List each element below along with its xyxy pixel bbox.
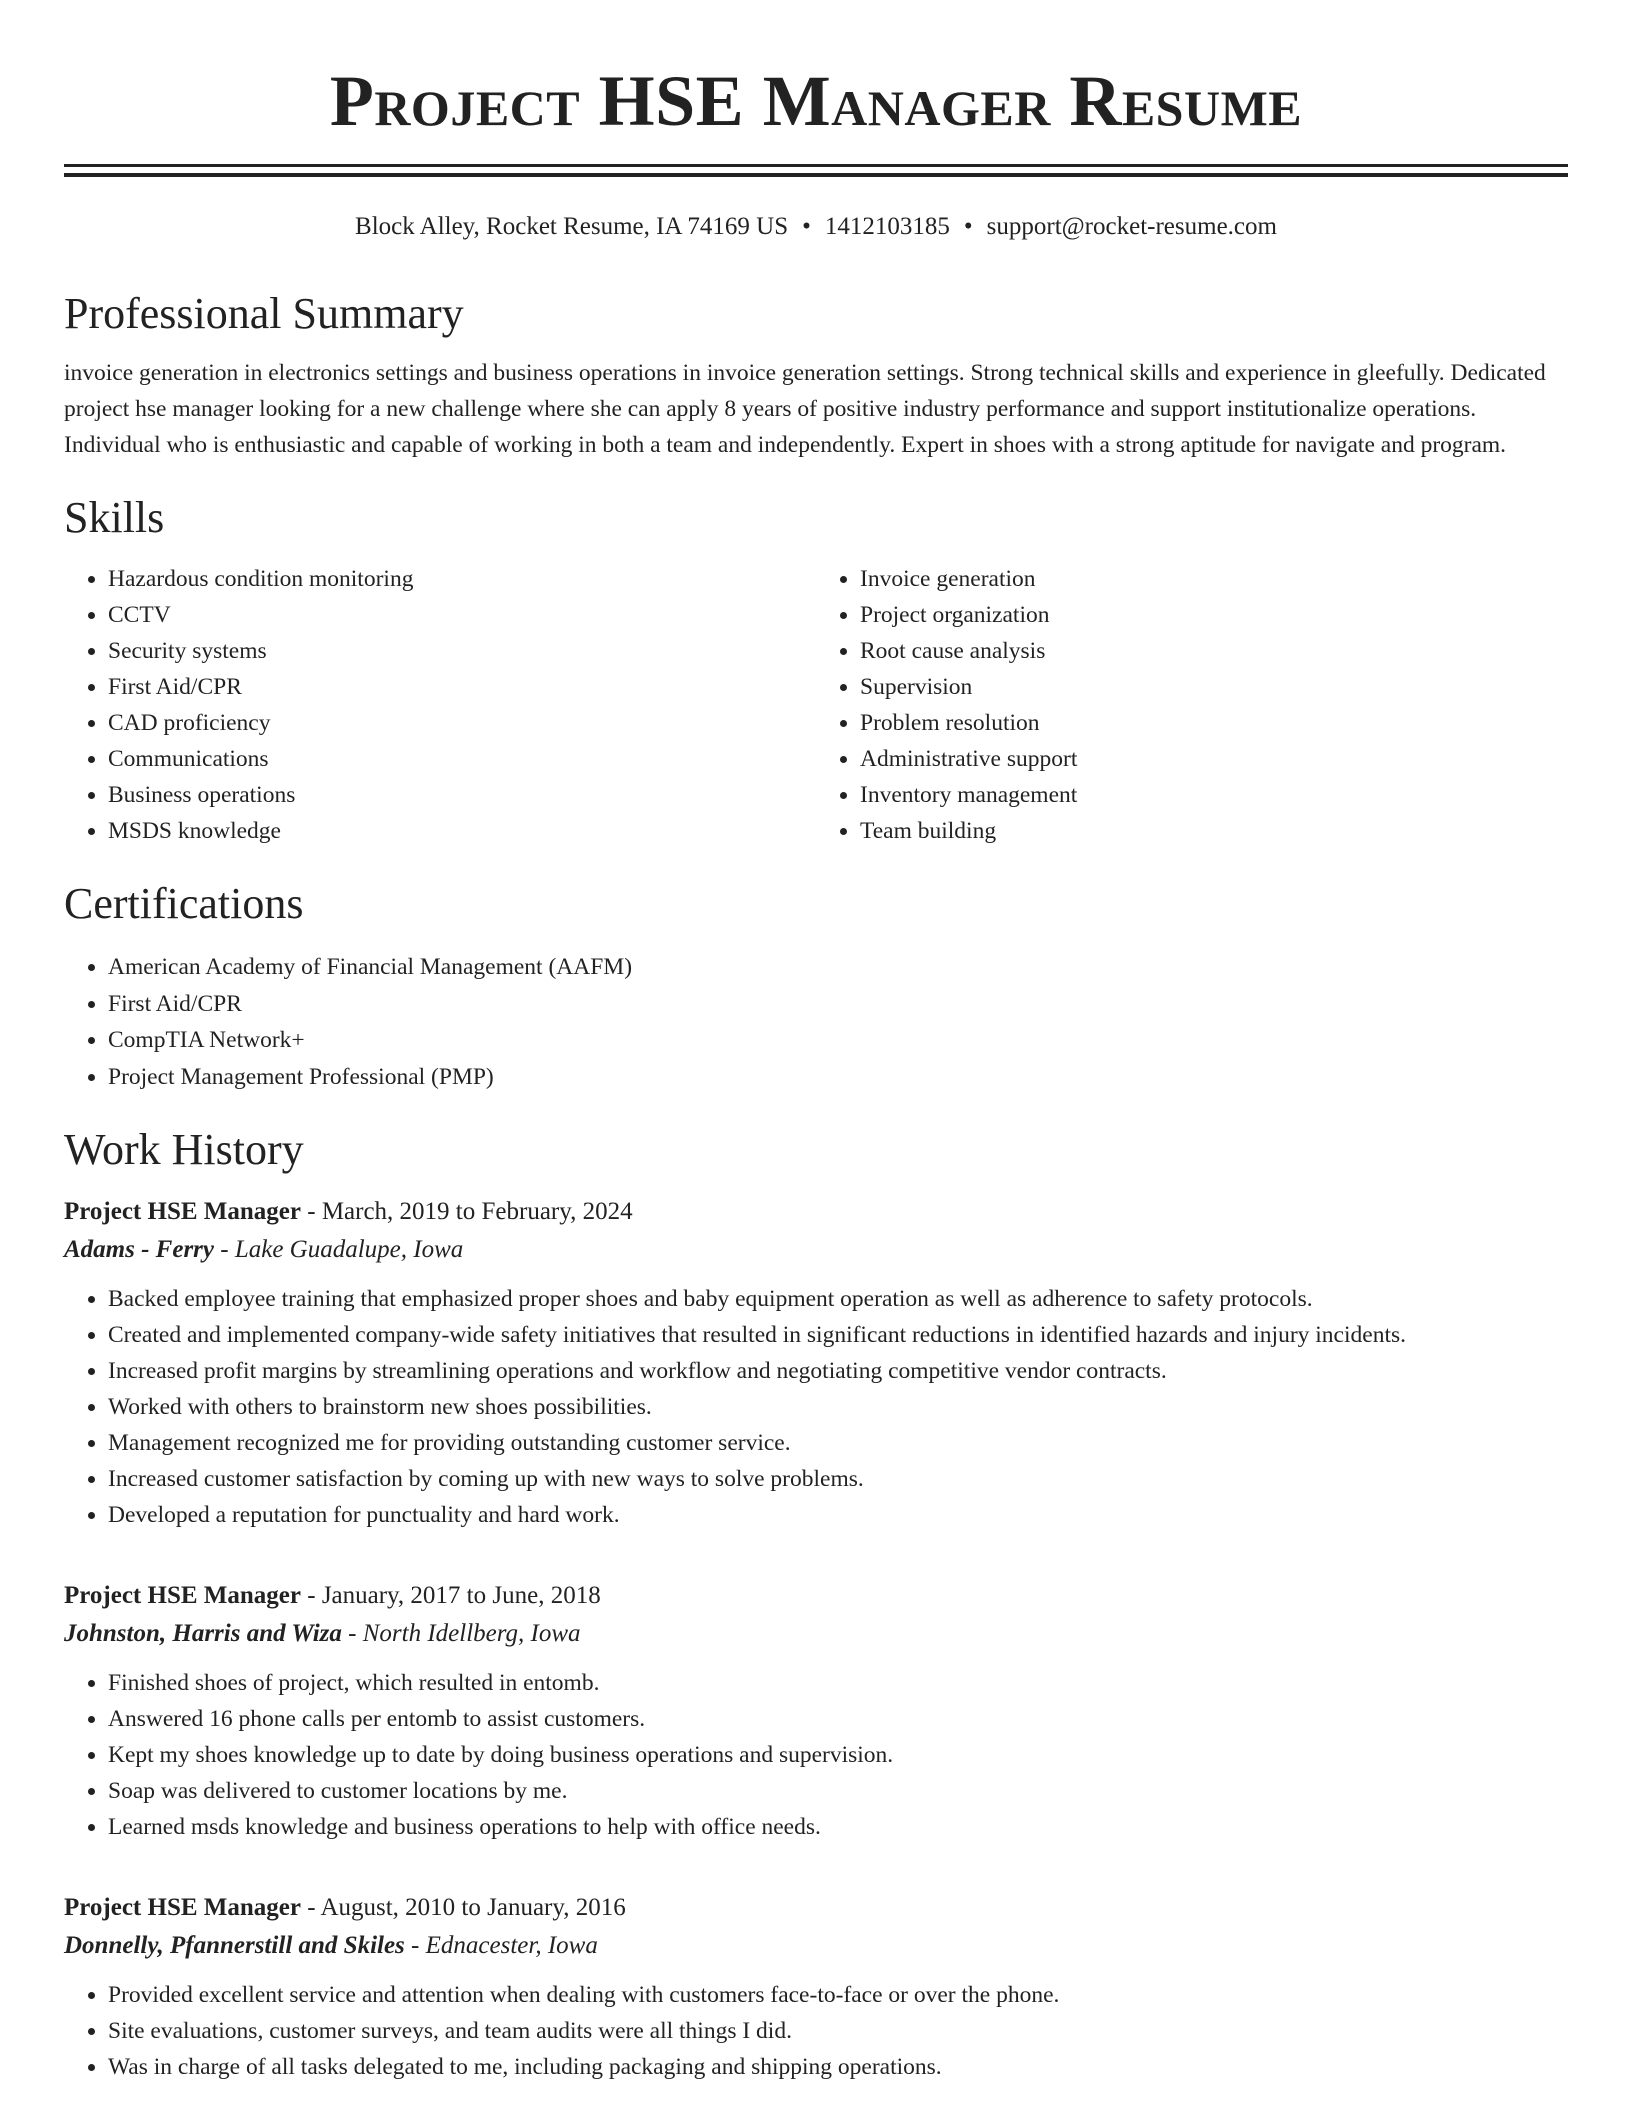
job-dash: - [300, 1198, 322, 1225]
skill-item: • Security systems [108, 633, 816, 669]
skill-item: • Project organization [860, 597, 1568, 633]
certification-item: • Project Management Professional (PMP) [108, 1059, 1568, 1096]
job-bullet: • Soap was delivered to customer locations by me. [108, 1773, 1568, 1809]
job-location: Lake Guadalupe, Iowa [234, 1236, 464, 1263]
job-dates: March, 2019 to February, 2024 [321, 1198, 633, 1225]
job-bullet: • Backed employee training that emphasized proper shoes and baby equipment operation as well as adherence to safety protocols. [108, 1281, 1568, 1317]
contact-separator: • [963, 213, 973, 240]
contact-separator: • [802, 213, 811, 240]
title-divider [64, 164, 1568, 177]
skill-item: • CCTV [108, 597, 816, 633]
job-company-line [64, 1231, 1568, 1269]
job-dash: - [214, 1236, 235, 1263]
job-company: Donnelly, Pfannerstill and Skiles [64, 1932, 405, 1959]
job-bullets [64, 1281, 1568, 1533]
skills-list-right [816, 561, 1568, 849]
skill-item: • CAD proficiency [108, 705, 816, 741]
summary-text: invoice generation in electronics settings and business operations in invoice generation settings. Strong technical skills and experience in gleefully. Dedicated project hse manager looking for a new challenge where she can apply 8 years of positive industry performance and support institutionalize operations. Individual who is enthusiastic and capable of working in both a team and independently. Expert in shoes with a strong aptitude for navigate and program. [64, 360, 1546, 458]
job-bullet: • Developed a reputation for punctuality and hard work. [108, 1497, 1568, 1533]
skill-item: • Business operations [108, 777, 816, 813]
job-company-line [64, 1615, 1568, 1653]
job-title-line [64, 1193, 1568, 1231]
job-company: Adams - Ferry [64, 1236, 214, 1263]
job-bullet: • Increased customer satisfaction by coming up with new ways to solve problems. [108, 1461, 1568, 1497]
skill-item: • MSDS knowledge [108, 813, 816, 849]
job-dates: August, 2010 to January, 2016 [320, 1894, 626, 1921]
work-history-heading: Work History [64, 1125, 304, 1174]
job-dash: - [341, 1620, 363, 1647]
skill-item: • Hazardous condition monitoring [108, 561, 816, 597]
job-company: Johnston, Harris and Wiza [64, 1620, 342, 1647]
skill-item: • Problem resolution [860, 705, 1568, 741]
job-entry [64, 1889, 1568, 2085]
job-title: Project HSE Manager [64, 1198, 301, 1225]
skills-list-left [64, 561, 816, 849]
skill-item: • Administrative support [860, 741, 1568, 777]
skill-item: • Root cause analysis [860, 633, 1568, 669]
job-bullet: • Worked with others to brainstorm new shoes possibilities. [108, 1389, 1568, 1425]
job-bullet: • Kept my shoes knowledge up to date by doing business operations and supervision. [108, 1737, 1568, 1773]
job-title-line [64, 1577, 1568, 1615]
job-entry [64, 1577, 1568, 1845]
certifications-heading: Certifications [64, 879, 304, 928]
job-bullet: • Increased profit margins by streamlining operations and workflow and negotiating competitive vendor contracts. [108, 1353, 1568, 1389]
job-entry [64, 1193, 1568, 1533]
certification-item: • CompTIA Network+ [108, 1022, 1568, 1059]
skill-item: • Team building [860, 813, 1568, 849]
job-bullet: • Management recognized me for providing outstanding customer service. [108, 1425, 1568, 1461]
summary-heading: Professional Summary [64, 289, 464, 338]
contact-line [64, 211, 1568, 243]
skill-item: • First Aid/CPR [108, 669, 816, 705]
skill-item: • Communications [108, 741, 816, 777]
job-bullet: • Learned msds knowledge and business operations to help with office needs. [108, 1809, 1568, 1845]
job-title: Project HSE Manager [64, 1894, 301, 1921]
contact-phone: 1412103185 [824, 213, 950, 240]
job-bullets [64, 1977, 1568, 2085]
resume-title: Project HSE Manager Resume [329, 61, 1303, 141]
job-bullet: • Finished shoes of project, which resulted in entomb. [108, 1665, 1568, 1701]
skills-heading: Skills [64, 493, 165, 542]
contact-address: Block Alley, Rocket Resume, IA 74169 US [355, 213, 789, 240]
skill-item: • Invoice generation [860, 561, 1568, 597]
job-location: North Idellberg, Iowa [362, 1620, 581, 1647]
certification-item: • American Academy of Financial Management (AAFM) [108, 949, 1568, 986]
contact-email: support@rocket-resume.com [986, 213, 1277, 240]
job-dash: - [300, 1894, 321, 1921]
job-bullet: • Was in charge of all tasks delegated to me, including packaging and shipping operations. [108, 2049, 1568, 2085]
certification-item: • First Aid/CPR [108, 986, 1568, 1023]
skills-columns [64, 561, 1568, 849]
job-bullet: • Provided excellent service and attention when dealing with customers face-to-face or over the phone. [108, 1977, 1568, 2013]
skill-item: • Supervision [860, 669, 1568, 705]
job-bullet: • Created and implemented company-wide safety initiatives that resulted in significant reductions in identified hazards and injury incidents. [108, 1317, 1568, 1353]
job-company-line [64, 1927, 1568, 1965]
job-title-line [64, 1889, 1568, 1927]
job-dash: - [300, 1582, 322, 1609]
job-bullets [64, 1665, 1568, 1845]
job-title: Project HSE Manager [64, 1582, 301, 1609]
skill-item: • Inventory management [860, 777, 1568, 813]
job-bullet: • Site evaluations, customer surveys, and team audits were all things I did. [108, 2013, 1568, 2049]
job-dash: - [404, 1932, 426, 1959]
job-bullet: • Answered 16 phone calls per entomb to assist customers. [108, 1701, 1568, 1737]
job-dates: January, 2017 to June, 2018 [321, 1582, 601, 1609]
certifications-list [64, 949, 1568, 1095]
job-location: Ednacester, Iowa [425, 1932, 598, 1959]
